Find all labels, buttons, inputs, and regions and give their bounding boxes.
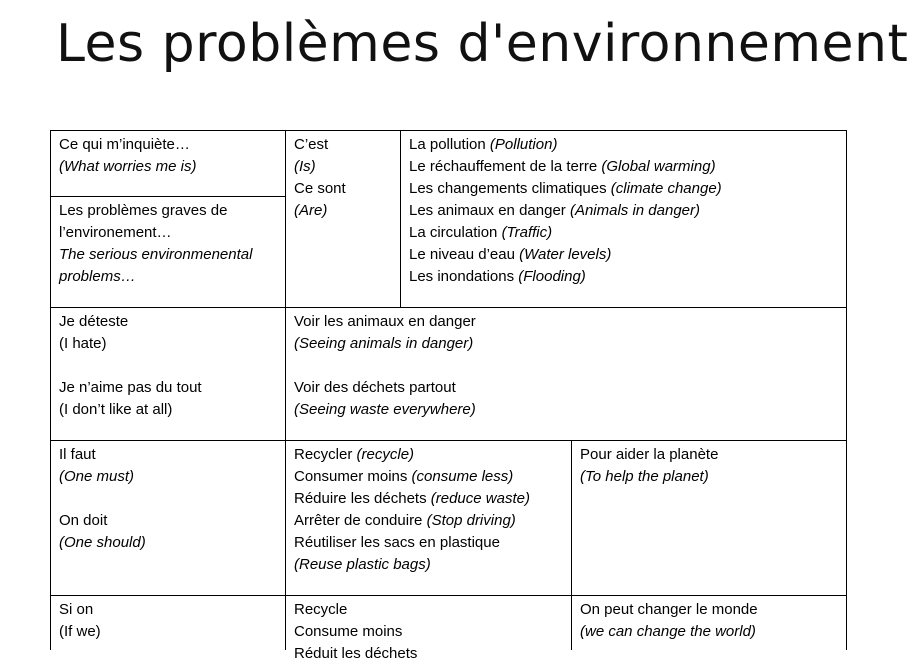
french-phrase: La pollution: [409, 136, 486, 153]
list-item: [409, 156, 846, 178]
english-translation: (Reuse plastic bags): [294, 556, 431, 573]
english-translation: (Global warming): [601, 158, 716, 175]
english-translation: (Stop driving): [426, 512, 516, 529]
french-phrase: Je n’aime pas du tout: [59, 379, 202, 396]
english-translation: The serious environmenental: [59, 246, 253, 263]
english-translation: (Animals in danger): [569, 202, 701, 219]
english-translation: (One must): [59, 468, 135, 485]
french-phrase: On doit: [59, 512, 108, 529]
french-phrase: Les inondations: [409, 268, 515, 285]
list-item: [294, 444, 571, 466]
cell-help-planet: [572, 441, 846, 595]
cell-opinion-phrases: [51, 308, 285, 440]
english-translation: (I hate): [59, 335, 107, 352]
french-phrase: Je déteste: [59, 313, 129, 330]
list-item: [409, 244, 846, 266]
french-phrase: Voir des déchets partout: [294, 379, 456, 396]
english-translation: (Water levels): [519, 246, 612, 263]
table-border-right: [846, 130, 847, 650]
list-item: [294, 488, 571, 510]
french-phrase: Les animaux en danger: [409, 202, 566, 219]
french-phrase: Ce qui m’inquiète…: [59, 136, 190, 153]
english-translation: (consume less): [411, 468, 514, 485]
french-phrase: Le niveau d’eau: [409, 246, 515, 263]
french-phrase: Le réchauffement de la terre: [409, 158, 598, 175]
english-translation: (Pollution): [489, 136, 558, 153]
french-phrase: Les changements climatiques: [409, 180, 607, 197]
english-translation: (reduce waste): [430, 490, 530, 507]
french-phrase: On peut changer le monde: [580, 601, 758, 618]
list-item: [294, 510, 571, 532]
list-item: [409, 266, 846, 288]
cell-we-actions: [286, 596, 571, 662]
french-phrase: Réduire les déchets: [294, 490, 427, 507]
french-phrase: Arrêter de conduire: [294, 512, 423, 529]
cell-seeing-phrases: [286, 308, 846, 440]
list-item: [294, 466, 571, 488]
french-phrase: Voir les animaux en danger: [294, 313, 476, 330]
list-item: [294, 532, 571, 554]
french-phrase: Les problèmes graves de: [59, 202, 228, 219]
english-translation: (Seeing waste everywhere): [294, 401, 476, 418]
english-translation: (recycle): [356, 446, 415, 463]
english-translation: (Flooding): [518, 268, 586, 285]
list-item: [409, 178, 846, 200]
french-phrase: Réduit les déchets: [294, 645, 418, 662]
page-title: Les problèmes d'environnement: [56, 14, 908, 74]
french-phrase: C’est: [294, 136, 329, 153]
cell-if-we: [51, 596, 285, 650]
cell-serious-problems: [51, 197, 285, 307]
french-phrase: Il faut: [59, 446, 96, 463]
english-translation: (One should): [59, 534, 146, 551]
english-translation: problems…: [59, 268, 136, 285]
french-phrase: Consume moins: [294, 623, 403, 640]
cell-what-worries-me: [51, 131, 285, 196]
french-phrase: Si on: [59, 601, 94, 618]
english-translation: (I don’t like at all): [59, 401, 173, 418]
cell-problem-list: [401, 131, 846, 307]
french-phrase: Recycle: [294, 601, 348, 618]
french-phrase: Réutiliser les sacs en plastique: [294, 534, 500, 551]
english-translation: (Traffic): [501, 224, 553, 241]
list-item: [409, 222, 846, 244]
list-item: [409, 134, 846, 156]
english-translation: (To help the planet): [580, 468, 709, 485]
english-translation: (What worries me is): [59, 158, 197, 175]
cell-must-should: [51, 441, 285, 595]
english-translation: (Is): [294, 158, 316, 175]
french-phrase: Consumer moins: [294, 468, 408, 485]
cell-actions-list: [286, 441, 571, 595]
english-translation: (climate change): [610, 180, 722, 197]
french-phrase: l’environement…: [59, 224, 172, 241]
english-translation: (Seeing animals in danger): [294, 335, 474, 352]
french-phrase: Ce sont: [294, 180, 346, 197]
english-translation: (Are): [294, 202, 328, 219]
cell-cest-ce-sont: [286, 131, 400, 307]
english-translation: (we can change the world): [580, 623, 756, 640]
french-phrase: Pour aider la planète: [580, 446, 719, 463]
french-phrase: Recycler: [294, 446, 353, 463]
cell-change-world: [572, 596, 846, 650]
english-translation: (If we): [59, 623, 101, 640]
french-phrase: La circulation: [409, 224, 498, 241]
list-item: [409, 200, 846, 222]
